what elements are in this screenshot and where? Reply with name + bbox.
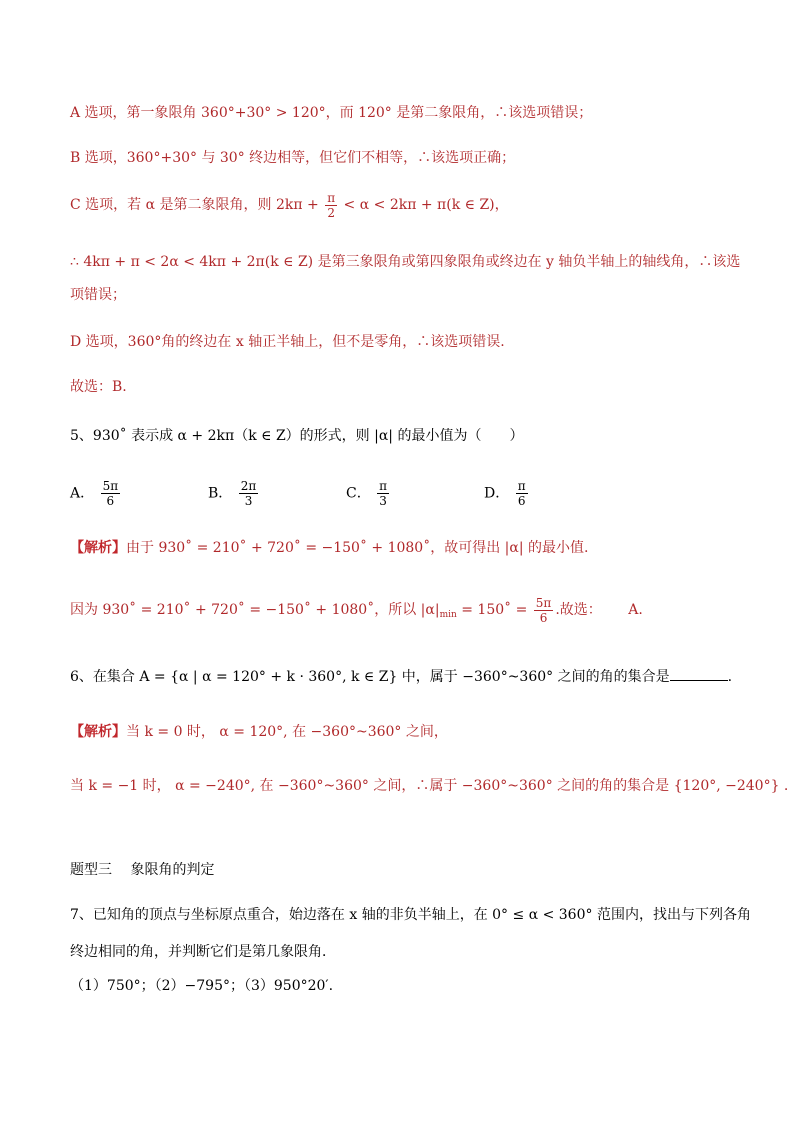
analysis-tag: 【解析】	[70, 724, 126, 740]
question-5-stem: 5、930˚ 表示成 α + 2kπ（k ∈ Z）的形式，则 |α| 的最小值为（ ）	[70, 428, 524, 444]
section-title: 题型三 象限角的判定	[70, 862, 215, 878]
question-7-items: （1）750°；（2）−795°；（3）950°20′.	[70, 978, 334, 994]
fraction-denominator: 2	[327, 205, 335, 220]
answer-line: 故选：B.	[70, 379, 127, 395]
analysis-text: 当 k = 0 时， α = 120°, 在 −360°~360° 之间，	[126, 724, 448, 740]
fraction-numerator: π	[379, 479, 388, 493]
option-label: D．	[484, 485, 510, 502]
solution-option-d: D 选项，360°角的终边在 x 轴正半轴上，但不是零角，∴该选项错误.	[70, 334, 505, 350]
q6-analysis	[70, 722, 734, 742]
fraction-denominator: 3	[244, 494, 253, 508]
question-7-stem: 7、已知角的顶点与坐标原点重合，始边落在 x 轴的非负半轴上，在 0° ≤ α < 360° 范围内，找出与下列各角	[70, 907, 751, 923]
fraction-numerator: π	[327, 190, 336, 205]
pi-over-2-fraction	[325, 191, 337, 220]
solution-option-b: B 选项，360°+30° 与 30° 终边相等，但它们不相等，∴该选项正确；	[70, 150, 516, 166]
solution-option-c	[70, 190, 734, 220]
solution-option-a: A 选项，第一象限角 360°+30° > 120°，而 120° 是第二象限角，∴该选项错误；	[70, 105, 593, 121]
fraction-denominator: 3	[379, 494, 387, 508]
because-answer: A.	[628, 602, 643, 618]
question-7-stem-cont: 终边相同的角，并判断它们是第几象限角．	[70, 944, 336, 960]
q6-analysis-cont: 当 k = −1 时， α = −240°, 在 −360°~360° 之间，∴属于 −360°~360° 之间的角的集合是 {120°, −240°} .	[70, 778, 789, 794]
q5-option-a	[70, 479, 122, 508]
fraction-numerator: 5π	[535, 595, 552, 610]
q5-because	[70, 594, 734, 631]
solution-c-lead: C 选项，若 α 是第二象限角，则 2kπ +	[70, 197, 319, 213]
solution-c-conclusion: ∴ 4kπ + π < 2α < 4kπ + 2π(k ∈ Z) 是第三象限角或第四象限角或终边在 y 轴负半轴上的轴线角，∴该选	[70, 254, 741, 270]
analysis-tag: 【解析】	[70, 540, 126, 556]
q6-stem-lead: 6、在集合 A = {α | α = 120° + k · 360°, k ∈ Z} 中，属于 −360°~360° 之间的角的集合是	[70, 669, 670, 685]
option-fraction	[101, 479, 121, 508]
fraction-numerator: 5π	[102, 479, 119, 493]
fraction-numerator: 2π	[240, 479, 257, 493]
option-fraction	[239, 479, 259, 508]
fraction-numerator: π	[517, 479, 526, 493]
q5-option-b	[208, 479, 260, 508]
option-fraction	[377, 479, 389, 508]
q5-option-c	[346, 479, 391, 508]
five-pi-over-6-fraction	[534, 596, 554, 625]
because-tail: .故选：	[555, 602, 602, 618]
fraction-denominator: 6	[539, 610, 548, 625]
because-mid: = 150˚ =	[456, 602, 528, 618]
option-label: B．	[208, 485, 233, 502]
fraction-denominator: 6	[517, 494, 526, 508]
analysis-text: 由于 930˚ = 210˚ + 720˚ = −150˚ + 1080˚，故可得出 |α| 的最小值.	[126, 540, 589, 556]
solution-c-tail: < α < 2kπ + π(k ∈ Z)，	[343, 197, 509, 213]
because-lead: 因为 930˚ = 210˚ + 720˚ = −150˚ + 1080˚，所以 |α|	[70, 602, 440, 618]
q5-option-d	[484, 479, 530, 508]
fraction-denominator: 6	[106, 494, 115, 508]
q6-stem-tail: .	[727, 669, 733, 685]
option-label: C．	[346, 485, 371, 502]
answer-blank	[670, 666, 728, 681]
question-6-stem	[70, 666, 734, 687]
option-label: A．	[70, 485, 95, 502]
solution-c-conclusion-cont: 项错误；	[70, 287, 126, 303]
because-subscript: min	[439, 610, 457, 620]
q5-analysis	[70, 538, 734, 558]
option-fraction	[516, 479, 528, 508]
